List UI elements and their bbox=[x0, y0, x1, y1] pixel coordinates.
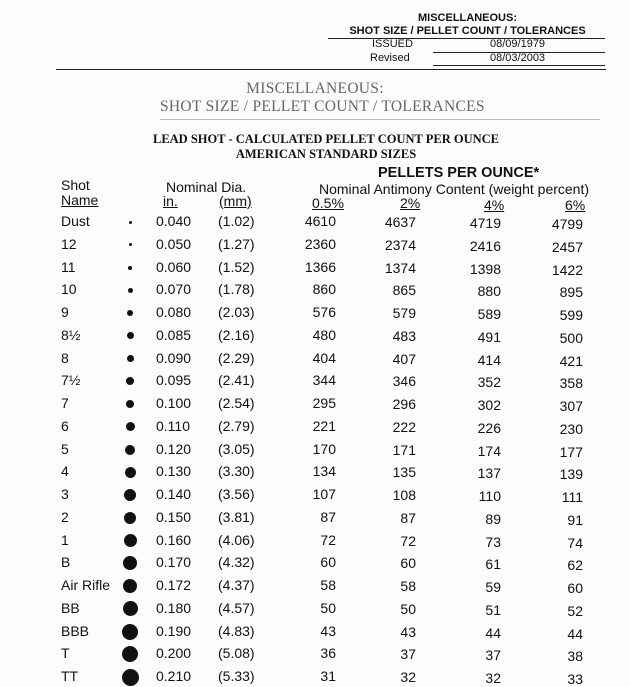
cell-p05: 576 bbox=[312, 304, 336, 320]
pellet-size-dot-icon bbox=[127, 310, 133, 316]
cell-p6: 358 bbox=[559, 375, 583, 392]
doc-title-line2: SHOT SIZE / PELLET COUNT / TOLERANCES bbox=[160, 98, 485, 115]
cell-name: 7½ bbox=[61, 372, 81, 389]
cell-name: 8½ bbox=[61, 326, 81, 343]
cell-name: 12 bbox=[61, 235, 77, 252]
cell-p4: 226 bbox=[477, 419, 501, 436]
cell-p6: 2457 bbox=[551, 238, 583, 255]
cell-p6: 307 bbox=[559, 398, 583, 414]
cell-in: 0.085 bbox=[156, 326, 192, 343]
pellet-size-dot-icon bbox=[126, 400, 134, 408]
pellet-size-dot-icon bbox=[126, 422, 135, 431]
cell-name: 1 bbox=[61, 531, 69, 548]
cell-p05: 295 bbox=[312, 395, 336, 411]
cell-mm: (5.33) bbox=[218, 668, 255, 684]
cell-name: B bbox=[61, 554, 71, 571]
pellet-size-dot-icon bbox=[122, 646, 138, 662]
revised-label: Revised bbox=[370, 52, 410, 64]
cell-mm: (4.37) bbox=[218, 577, 255, 593]
col-in: in. bbox=[163, 193, 178, 209]
cell-p05: 31 bbox=[320, 668, 336, 684]
cell-mm: (2.41) bbox=[218, 372, 255, 389]
cell-name: 11 bbox=[61, 258, 76, 275]
cell-mm: (5.08) bbox=[218, 645, 255, 662]
cell-p4: 174 bbox=[477, 442, 501, 459]
cell-p05: 344 bbox=[312, 372, 336, 389]
cell-p05: 60 bbox=[320, 554, 336, 571]
cell-p6: 52 bbox=[567, 602, 583, 619]
pellet-size-dot-icon bbox=[128, 288, 133, 293]
cell-p05: 58 bbox=[320, 577, 336, 593]
cell-p05: 860 bbox=[312, 281, 336, 298]
cell-p6: 421 bbox=[559, 352, 583, 369]
cell-name: T bbox=[61, 645, 70, 662]
cell-p2: 171 bbox=[392, 441, 416, 458]
cell-p2: 87 bbox=[400, 509, 416, 526]
cell-p6: 895 bbox=[559, 284, 583, 301]
page-rule bbox=[56, 69, 606, 70]
cell-p2: 50 bbox=[400, 600, 416, 617]
pellet-size-dot-icon bbox=[128, 266, 132, 270]
cell-mm: (2.54) bbox=[218, 395, 255, 411]
cell-p2: 60 bbox=[400, 555, 416, 572]
cell-mm: (3.56) bbox=[218, 486, 255, 502]
cell-p4: 302 bbox=[477, 397, 501, 413]
cell-p2: 1374 bbox=[384, 259, 416, 276]
cell-p2: 296 bbox=[392, 396, 416, 412]
col-shot: Shot bbox=[61, 177, 90, 193]
revised-date: 08/03/2003 bbox=[490, 52, 546, 64]
subtitle-line1: LEAD SHOT - CALCULATED PELLET COUNT PER OUNCE bbox=[152, 132, 499, 146]
cell-mm: (3.81) bbox=[218, 508, 255, 525]
doc-title-line1: MISCELLANEOUS: bbox=[246, 80, 384, 97]
cell-p05: 1366 bbox=[304, 258, 336, 275]
cell-in: 0.040 bbox=[156, 213, 192, 229]
cell-p2: 108 bbox=[392, 487, 416, 503]
cell-name: 5 bbox=[61, 440, 69, 457]
pellet-size-dot-icon bbox=[129, 221, 132, 224]
cell-p4: 37 bbox=[485, 647, 501, 664]
cell-in: 0.070 bbox=[156, 281, 192, 298]
cell-p2: 37 bbox=[400, 646, 416, 663]
pellet-size-dot-icon bbox=[122, 624, 138, 640]
cell-p05: 134 bbox=[312, 463, 336, 480]
cell-p05: 36 bbox=[320, 645, 336, 662]
col-antimony: Nominal Antimony Content (weight percent) bbox=[319, 181, 590, 197]
cell-p4: 2416 bbox=[469, 237, 501, 254]
cell-p2: 72 bbox=[400, 532, 416, 549]
cell-p05: 50 bbox=[320, 599, 336, 616]
cell-name: BBB bbox=[61, 622, 90, 639]
cell-in: 0.140 bbox=[156, 486, 192, 502]
cell-mm: (2.79) bbox=[218, 417, 255, 434]
cell-mm: (3.05) bbox=[218, 440, 255, 457]
cell-p2: 865 bbox=[392, 282, 416, 299]
cell-p6: 74 bbox=[567, 534, 583, 551]
cell-p2: 32 bbox=[400, 669, 416, 685]
cell-in: 0.210 bbox=[156, 668, 192, 684]
pellet-size-dot-icon bbox=[127, 332, 134, 339]
cell-p2: 346 bbox=[392, 373, 416, 390]
pellet-size-dot-icon bbox=[125, 467, 136, 478]
cell-mm: (1.02) bbox=[218, 213, 255, 229]
cell-name: 8 bbox=[61, 349, 69, 366]
col-nominal-dia: Nominal Dia. bbox=[166, 179, 247, 195]
cell-p6: 139 bbox=[559, 466, 583, 483]
header-title-line1: MISCELLANEOUS: bbox=[418, 12, 517, 24]
cell-p4: 73 bbox=[485, 533, 501, 550]
cell-mm: (2.16) bbox=[218, 326, 255, 343]
cell-p6: 44 bbox=[567, 625, 583, 642]
subtitle-line2: AMERICAN STANDARD SIZES bbox=[235, 147, 417, 161]
col-p6: 6% bbox=[565, 197, 586, 213]
cell-in: 0.060 bbox=[156, 258, 192, 275]
cell-p05: 170 bbox=[312, 440, 336, 457]
cell-name: TT bbox=[61, 668, 79, 684]
cell-p05: 480 bbox=[312, 326, 336, 343]
cell-in: 0.080 bbox=[156, 304, 192, 320]
cell-p6: 91 bbox=[567, 511, 583, 528]
cell-p4: 59 bbox=[485, 579, 501, 595]
cell-p4: 880 bbox=[477, 283, 501, 300]
issued-date: 08/09/1979 bbox=[490, 38, 546, 50]
cell-p6: 111 bbox=[561, 489, 583, 505]
cell-p2: 483 bbox=[392, 327, 416, 344]
cell-name: Air Rifle bbox=[61, 577, 111, 593]
revised-rule bbox=[433, 65, 605, 66]
cell-p2: 579 bbox=[392, 305, 416, 321]
cell-name: 4 bbox=[61, 463, 69, 480]
cell-p2: 58 bbox=[400, 578, 416, 594]
cell-p05: 43 bbox=[320, 622, 336, 639]
col-p4: 4% bbox=[484, 197, 505, 213]
cell-name: BB bbox=[61, 599, 80, 616]
cell-in: 0.190 bbox=[156, 622, 192, 639]
cell-p05: 4610 bbox=[304, 213, 336, 229]
cell-in: 0.100 bbox=[156, 395, 192, 411]
cell-p4: 589 bbox=[477, 306, 501, 322]
cell-mm: (1.52) bbox=[218, 258, 255, 275]
cell-in: 0.160 bbox=[156, 531, 192, 548]
cell-p4: 32 bbox=[485, 670, 501, 686]
cell-mm: (4.32) bbox=[218, 554, 255, 571]
cell-mm: (4.06) bbox=[218, 531, 255, 548]
cell-p2: 135 bbox=[392, 464, 416, 481]
cell-p4: 4719 bbox=[469, 215, 501, 231]
cell-p2: 2374 bbox=[384, 236, 416, 253]
cell-name: 7 bbox=[61, 395, 69, 411]
cell-name: 10 bbox=[61, 281, 77, 298]
pellet-size-dot-icon bbox=[127, 355, 134, 362]
pellet-size-dot-icon bbox=[123, 556, 137, 570]
pellet-size-dot-icon bbox=[123, 601, 138, 616]
cell-in: 0.090 bbox=[156, 349, 192, 366]
cell-p6: 1422 bbox=[551, 261, 583, 278]
cell-mm: (2.03) bbox=[218, 304, 255, 320]
pellet-size-dot-icon bbox=[122, 669, 139, 686]
cell-p4: 491 bbox=[477, 328, 501, 345]
cell-p6: 62 bbox=[567, 557, 583, 574]
cell-name: 2 bbox=[61, 508, 69, 525]
cell-name: 9 bbox=[61, 304, 69, 320]
cell-p4: 89 bbox=[485, 510, 501, 527]
header-title-line2: SHOT SIZE / PELLET COUNT / TOLERANCES bbox=[349, 25, 586, 37]
pellet-size-dot-icon bbox=[125, 445, 135, 455]
pellet-size-dot-icon bbox=[129, 243, 132, 246]
cell-p2: 4637 bbox=[384, 214, 416, 230]
cell-in: 0.180 bbox=[156, 599, 192, 616]
cell-p2: 222 bbox=[392, 418, 416, 435]
cell-mm: (2.29) bbox=[218, 349, 255, 366]
cell-p4: 137 bbox=[477, 465, 501, 482]
cell-in: 0.120 bbox=[156, 440, 192, 457]
cell-in: 0.150 bbox=[156, 508, 192, 525]
cell-mm: (3.30) bbox=[218, 463, 255, 480]
header-rule bbox=[328, 38, 605, 39]
cell-name: 6 bbox=[61, 417, 69, 434]
pellets-header: PELLETS PER OUNCE* bbox=[378, 165, 540, 181]
cell-p4: 414 bbox=[477, 351, 501, 368]
cell-p05: 221 bbox=[312, 417, 336, 434]
pellet-size-dot-icon bbox=[124, 512, 136, 524]
pellet-size-dot-icon bbox=[124, 534, 137, 547]
cell-mm: (1.78) bbox=[218, 281, 255, 298]
cell-p6: 599 bbox=[559, 307, 583, 323]
cell-p6: 38 bbox=[567, 648, 583, 665]
cell-p4: 61 bbox=[485, 556, 501, 573]
cell-p4: 110 bbox=[478, 488, 501, 504]
cell-mm: (4.83) bbox=[218, 622, 255, 639]
cell-p6: 500 bbox=[559, 329, 583, 346]
cell-p4: 1398 bbox=[469, 260, 501, 277]
cell-mm: (1.27) bbox=[218, 235, 255, 252]
cell-in: 0.172 bbox=[156, 577, 192, 593]
cell-in: 0.130 bbox=[156, 463, 192, 480]
cell-p05: 2360 bbox=[304, 235, 336, 252]
cell-p2: 407 bbox=[392, 350, 416, 367]
pellet-size-dot-icon bbox=[126, 377, 134, 385]
cell-p6: 60 bbox=[567, 580, 583, 596]
cell-p6: 177 bbox=[559, 443, 583, 460]
issued-label: ISSUED bbox=[372, 38, 413, 50]
cell-in: 0.200 bbox=[156, 645, 192, 662]
cell-in: 0.095 bbox=[156, 372, 192, 389]
cell-name: Dust bbox=[61, 213, 90, 229]
col-mm: (mm) bbox=[219, 193, 252, 209]
cell-p4: 51 bbox=[485, 601, 501, 618]
cell-in: 0.170 bbox=[156, 554, 192, 571]
cell-in: 0.110 bbox=[156, 417, 190, 434]
cell-p2: 43 bbox=[400, 623, 416, 640]
cell-p05: 87 bbox=[320, 508, 336, 525]
cell-p4: 352 bbox=[477, 374, 501, 391]
title-rule bbox=[160, 119, 600, 120]
col-p05: 0.5% bbox=[312, 195, 344, 211]
pellet-size-dot-icon bbox=[124, 489, 136, 501]
cell-p05: 107 bbox=[312, 486, 336, 502]
cell-p4: 44 bbox=[485, 624, 501, 641]
col-name: Name bbox=[61, 192, 99, 208]
cell-p6: 230 bbox=[559, 420, 583, 437]
cell-p05: 404 bbox=[312, 349, 336, 366]
cell-p05: 72 bbox=[320, 531, 336, 548]
cell-name: 3 bbox=[61, 486, 69, 502]
cell-mm: (4.57) bbox=[218, 599, 255, 616]
cell-in: 0.050 bbox=[156, 235, 192, 252]
col-p2: 2% bbox=[400, 195, 421, 211]
cell-p6: 33 bbox=[567, 671, 583, 687]
cell-p6: 4799 bbox=[551, 216, 583, 232]
pellet-size-dot-icon bbox=[123, 579, 137, 593]
